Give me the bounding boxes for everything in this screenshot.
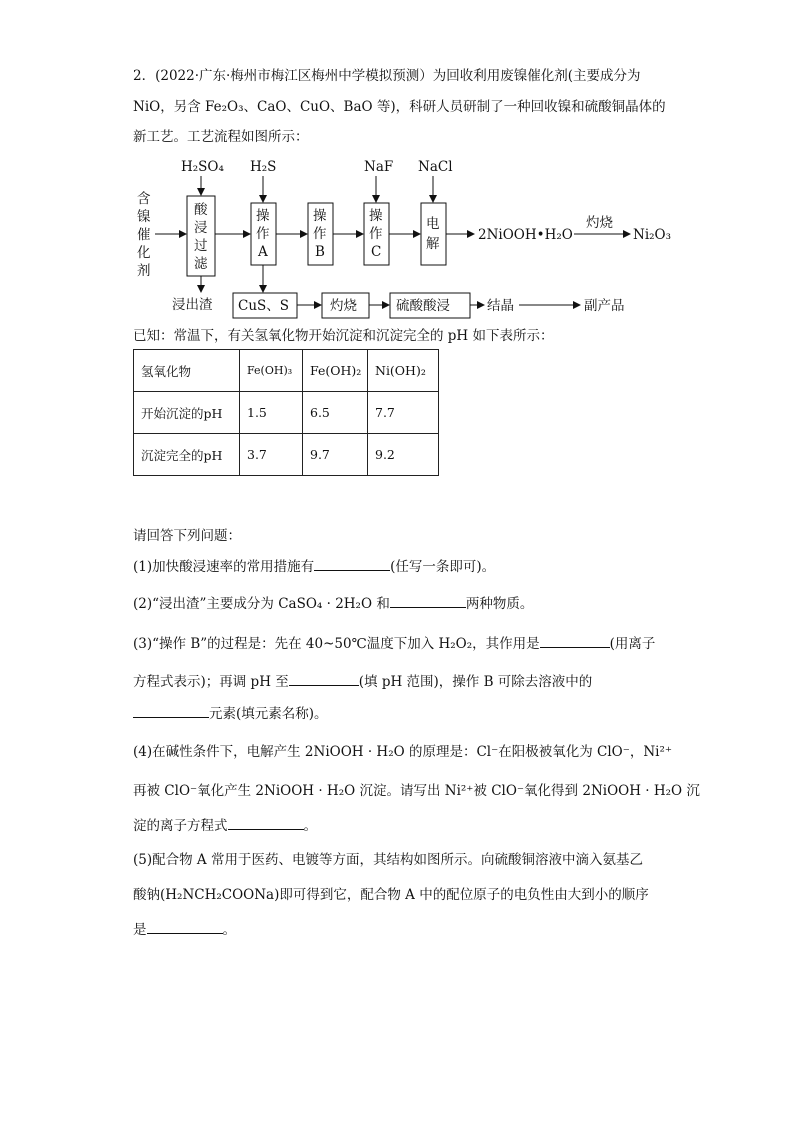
flow-start-1: 镍 — [137, 209, 151, 225]
crystal-label: 结晶 — [487, 298, 514, 314]
boxC-char-2: C — [371, 244, 382, 260]
table-cell: Fe(OH)₃ — [240, 350, 303, 392]
box-electrolysis — [421, 203, 446, 265]
boxE-char-1: 解 — [426, 236, 440, 252]
question-5-line-2: 酸钠(H₂NCH₂COONa)即可得到它，配合物 A 中的配位原子的电负性由大到小的顺序 — [133, 887, 649, 903]
box1-char-2: 过 — [194, 238, 208, 254]
table-header-row — [134, 350, 439, 392]
question-3-line-2 — [133, 676, 592, 690]
q4-text-d: 。 — [303, 818, 317, 834]
table-cell: 开始沉淀的pH — [134, 392, 240, 434]
q3-answer-blank-3[interactable] — [133, 717, 209, 718]
boxA-char-0: 操 — [256, 208, 270, 224]
q1-text-b: (任写一条即可)。 — [390, 559, 496, 575]
q2-text-b: 两种物质。 — [465, 596, 534, 612]
cus-s-label: CuS、S — [238, 298, 290, 314]
table-cell: 1.5 — [240, 392, 303, 434]
table-cell: 9.7 — [303, 434, 368, 476]
reagent-h2so4: H₂SO₄ — [181, 159, 224, 175]
question-5-line-3 — [133, 924, 236, 938]
question-3-line-1 — [133, 638, 655, 652]
q5-text-c: 是 — [133, 922, 147, 938]
box1-char-3: 滤 — [194, 256, 208, 272]
ph-table — [133, 349, 439, 476]
question-4-line-3 — [133, 820, 317, 834]
q3-text-a: (3)“操作 B”的过程是：先在 40~50℃温度下加入 H₂O₂，其作用是 — [133, 636, 540, 652]
q1-answer-blank[interactable] — [314, 570, 390, 571]
table-row — [134, 392, 439, 434]
box1-char-1: 浸 — [194, 220, 208, 236]
table-cell: 氢氧化物 — [134, 350, 240, 392]
reagent-nacl: NaCl — [418, 159, 453, 175]
flow-start-3: 化 — [137, 245, 151, 261]
question-2 — [133, 598, 533, 612]
q3-text-c: 方程式表示)；再调 pH 至 — [133, 674, 289, 690]
flow-start-2: 催 — [137, 227, 151, 243]
boxB-char-2: B — [315, 244, 325, 260]
product-nioh: 2NiOOH•H₂O — [478, 227, 573, 243]
question-3-line-3 — [133, 708, 328, 722]
process-flow-diagram — [0, 0, 794, 330]
boxE-char-0: 电 — [426, 216, 440, 232]
prompt-text: 请回答下列问题： — [133, 528, 241, 544]
box1-char-0: 酸 — [194, 202, 208, 218]
question-line-2: NiO，另含 Fe₂O₃、CaO、CuO、BaO 等)，科研人员研制了一种回收镍和硫酸铜晶体的 — [133, 99, 666, 115]
q3-answer-blank-2[interactable] — [289, 685, 359, 686]
boxC-char-1: 作 — [369, 226, 383, 242]
q1-text-a: (1)加快酸浸速率的常用措施有 — [133, 559, 315, 575]
question-1 — [133, 561, 495, 575]
q2-text-a: (2)“浸出渣”主要成分为 CaSO₄ · 2H₂O 和 — [133, 596, 390, 612]
reagent-h2s: H₂S — [250, 159, 277, 175]
q5-answer-blank[interactable] — [147, 933, 223, 934]
q3-text-b: (用离子 — [609, 636, 656, 652]
boxB-char-0: 操 — [313, 208, 327, 224]
table-cell: Fe(OH)₂ — [303, 350, 368, 392]
q4-answer-blank[interactable] — [228, 829, 304, 830]
table-cell: 9.2 — [368, 434, 439, 476]
question-4-line-2: 再被 ClO⁻氧化产生 2NiOOH · H₂O 沉淀。请写出 Ni²⁺被 ClO⁻氧化得到 2NiOOH · H₂O 沉 — [133, 783, 700, 799]
q5-text-d: 。 — [222, 922, 236, 938]
table-cell: 6.5 — [303, 392, 368, 434]
burn-label-1: 灼烧 — [586, 215, 613, 231]
reagent-naf: NaF — [364, 159, 394, 175]
table-cell: 沉淀完全的pH — [134, 434, 240, 476]
residue-label: 浸出渣 — [172, 297, 213, 313]
question-line-1: 2．(2022·广东·梅州市梅江区梅州中学模拟预测）为回收利用废镍催化剂(主要成分为 — [133, 68, 641, 84]
q2-answer-blank[interactable] — [390, 607, 466, 608]
q3-text-e: 元素(填元素名称)。 — [209, 706, 328, 722]
q3-text-d: (填 pH 范围)，操作 B 可除去溶液中的 — [358, 674, 593, 690]
known-note: 已知：常温下，有关氢氧化物开始沉淀和沉淀完全的 pH 如下表所示： — [133, 328, 554, 344]
table-cell: 3.7 — [240, 434, 303, 476]
byproduct-label: 副产品 — [584, 298, 625, 314]
question-line-3: 新工艺。工艺流程如图所示： — [133, 129, 309, 145]
question-4-line-1: (4)在碱性条件下，电解产生 2NiOOH · H₂O 的原理是：Cl⁻在阳极被氧化为 ClO⁻，Ni²⁺ — [133, 744, 673, 760]
q3-answer-blank-1[interactable] — [540, 647, 610, 648]
flow-start-4: 剂 — [137, 263, 151, 279]
table-cell: Ni(OH)₂ — [368, 350, 439, 392]
boxC-char-0: 操 — [369, 208, 383, 224]
table-row — [134, 434, 439, 476]
boxB-char-1: 作 — [313, 226, 327, 242]
boxA-char-2: A — [258, 244, 268, 260]
burn-label-2: 灼烧 — [330, 298, 357, 314]
flow-start-0: 含 — [137, 191, 151, 207]
boxA-char-1: 作 — [256, 226, 270, 242]
acid2-label: 硫酸酸浸 — [396, 298, 450, 314]
product-ni2o3: Ni₂O₃ — [633, 227, 672, 243]
table-cell: 7.7 — [368, 392, 439, 434]
question-5-line-1: (5)配合物 A 常用于医药、电镀等方面，其结构如图所示。向硫酸铜溶液中滴入氨基乙 — [133, 852, 643, 868]
q4-text-c: 淀的离子方程式 — [133, 818, 228, 834]
